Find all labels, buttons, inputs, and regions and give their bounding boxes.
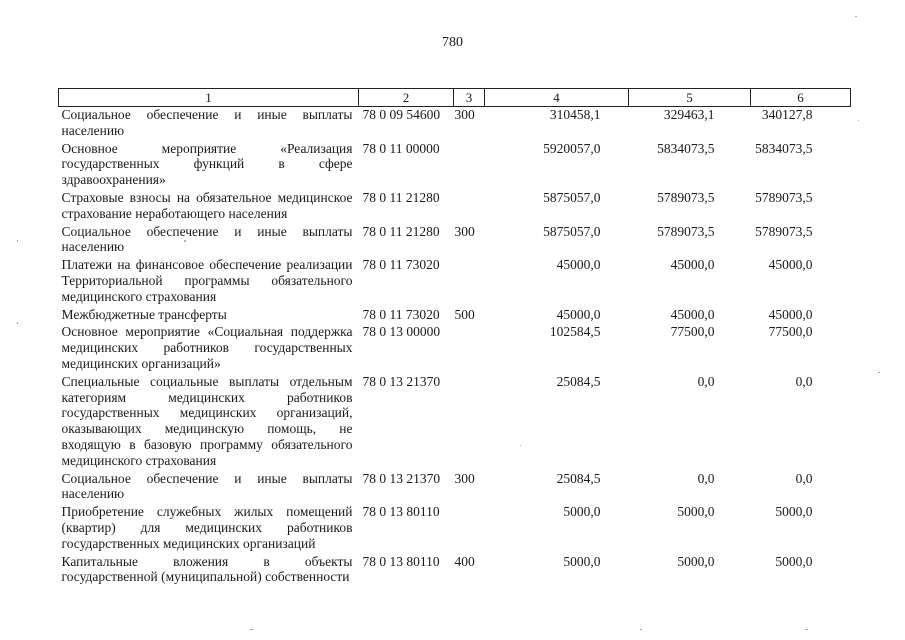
row-code: 78 0 11 21280 [362,189,440,205]
row-name: Основное мероприятие «Реализация государственных функций в сфере здравоохранения» [61,140,353,188]
row-value-col6: 5789073,5 [755,189,813,205]
row-value-col6: 77500,0 [768,324,813,340]
row-value-col5: 0,0 [697,470,715,486]
row-type [454,324,485,373]
row-type [454,190,485,224]
table-row [59,107,851,141]
row-code: 78 0 11 73020 [362,306,440,322]
table-row [59,374,851,471]
row-value-col4: 45000,0 [556,306,601,322]
header-col-4: 4 [485,89,629,107]
row-value-col4: 5875057,0 [543,189,601,205]
row-value-col5: 5000,0 [677,504,715,520]
table-row [59,224,851,258]
row-name: Платежи на финансовое обеспечение реализации Территориальной программы обязательного медицинского страхования [61,257,353,304]
row-type [454,257,485,306]
budget-table [58,88,851,587]
row-value-col6: 0,0 [795,470,813,486]
row-value-col4: 5000,0 [563,504,601,520]
row-value-col5: 329463,1 [663,107,715,122]
row-value-col5: 5834073,5 [657,140,715,156]
row-type [454,504,485,553]
table-row [59,471,851,505]
row-name: Специальные социальные выплаты отдельным категориям медицинских работников государственных медицинских организаций, оказывающих медицинскую помощь, не входящую в базовую программу обязательного медицинского страхования [61,373,353,468]
row-value-col6: 5834073,5 [755,140,813,156]
row-value-col4: 45000,0 [556,257,601,273]
row-value-col4: 25084,5 [556,373,601,389]
row-type: 300 [454,107,475,122]
row-code: 78 0 11 73020 [362,257,440,273]
row-value-col6: 340127,8 [761,107,813,122]
row-name: Социальное обеспечение и иные выплаты населению [61,470,353,502]
row-value-col6: 0,0 [795,373,813,389]
row-value-col5: 5000,0 [677,553,715,569]
row-type: 300 [454,470,475,486]
row-value-col6: 5000,0 [775,553,813,569]
row-code: 78 0 13 21370 [362,373,441,389]
table-body [59,107,851,588]
table-row [59,257,851,306]
row-type: 300 [454,223,475,239]
header-row [59,89,851,107]
row-type [454,141,485,190]
row-value-col5: 0,0 [697,373,715,389]
row-value-col4: 5875057,0 [543,223,601,239]
table-row [59,554,851,588]
table-header [59,89,851,107]
row-name: Межбюджетные трансферты [61,306,227,322]
row-value-col6: 5789073,5 [755,223,813,239]
row-value-col4: 102584,5 [549,324,601,340]
row-type: 400 [454,553,475,569]
header-col-3: 3 [454,89,485,107]
row-code: 78 0 11 00000 [362,140,440,156]
row-code: 78 0 11 21280 [362,223,440,239]
row-code: 78 0 13 80110 [362,553,440,569]
row-value-col5: 5789073,5 [657,223,715,239]
row-code: 78 0 13 00000 [362,324,441,340]
header-col-6: 6 [751,89,851,107]
row-value-col5: 45000,0 [670,257,715,273]
row-code: 78 0 13 21370 [362,470,441,486]
row-name: Страховые взносы на обязательное медицинское страхование неработающего населения [61,189,353,221]
row-type [454,374,485,471]
table-row [59,324,851,373]
row-name: Основное мероприятие «Социальная поддержка медицинских работников государственных медицинских организаций» [61,324,353,371]
header-col-5: 5 [629,89,751,107]
row-value-col5: 45000,0 [670,306,715,322]
table-row [59,504,851,553]
header-col-1: 1 [59,89,359,107]
table-row [59,190,851,224]
table-row [59,307,851,325]
row-code: 78 0 09 54600 [362,107,441,122]
row-value-col4: 310458,1 [549,107,601,122]
row-name: Капитальные вложения в объекты государственной (муниципальной) собственности [61,553,353,585]
row-value-col6: 45000,0 [768,257,813,273]
row-name: Приобретение служебных жилых помещений (квартир) для медицинских работников государственных медицинских организаций [61,504,353,551]
row-value-col4: 5920057,0 [543,140,601,156]
page-number: 780 [442,35,463,50]
row-code: 78 0 13 80110 [362,504,440,520]
row-value-col5: 77500,0 [670,324,715,340]
row-value-col6: 5000,0 [775,504,813,520]
row-type: 500 [454,306,475,322]
table-row [59,141,851,190]
row-name: Социальное обеспечение и иные выплаты населению [61,223,353,255]
header-col-2: 2 [359,89,454,107]
row-value-col6: 45000,0 [768,306,813,322]
row-value-col4: 25084,5 [556,470,601,486]
row-value-col5: 5789073,5 [657,189,715,205]
row-value-col4: 5000,0 [563,553,601,569]
row-name: Социальное обеспечение и иные выплаты населению [61,107,353,138]
